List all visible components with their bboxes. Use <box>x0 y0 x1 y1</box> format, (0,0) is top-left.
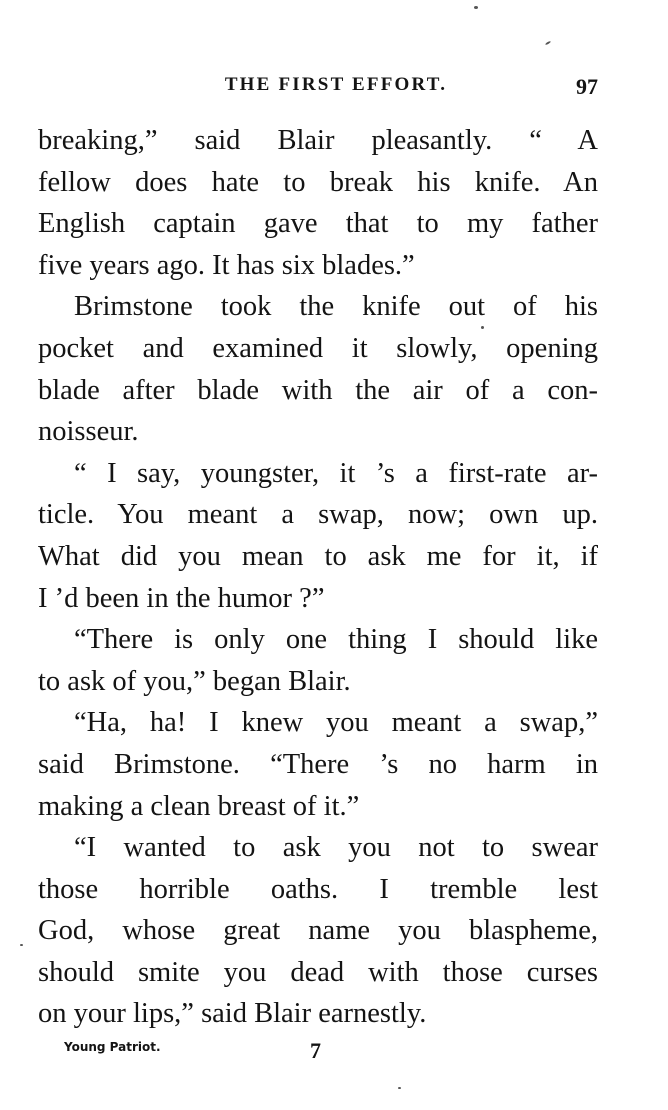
text-line: breaking,” said Blair pleasantly. “ A <box>38 125 598 156</box>
paragraph-first-line: Brimstone took the knife out of his <box>74 291 598 323</box>
text-line: five years ago. It has six blades.” <box>38 249 415 281</box>
text-line: those horrible oaths. I tremble lest <box>38 873 598 905</box>
signature-mark-text: Young Patriot. <box>64 1040 161 1054</box>
text-line: noisseur. <box>38 416 139 448</box>
ink-speck <box>398 1087 401 1089</box>
ink-speck <box>474 6 478 9</box>
body-text <box>38 120 598 1035</box>
text-line: I ’d been in the humor ?” <box>38 582 325 614</box>
text-line: making a clean breast of it.” <box>38 790 360 822</box>
ink-speck <box>545 41 551 46</box>
text-line: What did you mean to ask me for it, if <box>38 540 598 572</box>
page-footer <box>38 1038 598 1062</box>
paragraph-first-line: “ I say, youngster, it ’s a first-rate ar- <box>74 457 598 489</box>
text-line: to ask of you,” began Blair. <box>38 665 351 697</box>
paragraph-first-line: “There is only one thing I should like <box>74 624 598 656</box>
text-line: pocket and examined it slowly, opening <box>38 332 598 364</box>
paragraph-first-line: “Ha, ha! I knew you meant a swap,” <box>74 707 598 739</box>
ink-speck <box>481 326 484 329</box>
text-line: English captain gave that to my father <box>38 208 598 240</box>
signature-number: 7 <box>310 1038 321 1063</box>
text-line: should smite you dead with those curses <box>38 956 598 988</box>
text-line: blade after blade with the air of a con- <box>38 374 598 406</box>
text-line: said Brimstone. “There ’s no harm in <box>38 748 598 780</box>
paragraph-first-line: “I wanted to ask you not to swear <box>74 832 598 864</box>
running-title: THE FIRST EFFORT. <box>224 74 448 95</box>
text-line: fellow does hate to break his knife. An <box>38 166 598 198</box>
ink-speck <box>20 944 23 946</box>
text-line: on your lips,” said Blair earnestly. <box>38 998 427 1030</box>
page-number: 97 <box>576 74 598 99</box>
text-line: ticle. You meant a swap, now; own up. <box>38 499 598 531</box>
running-head <box>38 74 598 104</box>
text-line: God, whose great name you blaspheme, <box>38 915 598 947</box>
